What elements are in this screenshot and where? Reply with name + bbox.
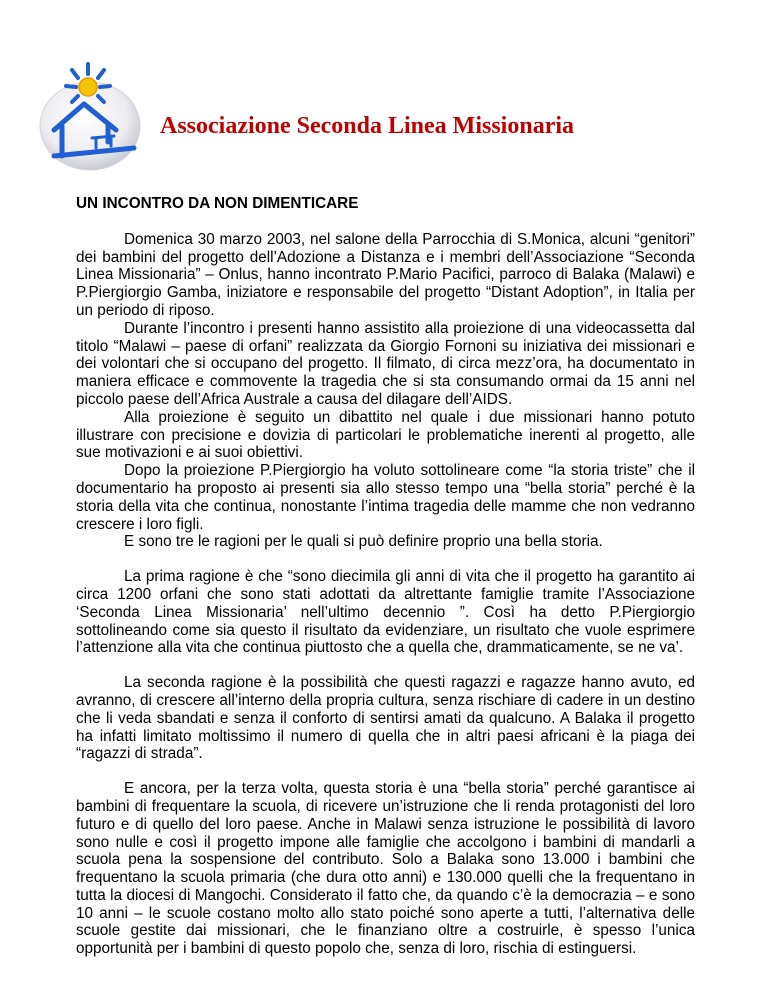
paragraph-4: Dopo la proiezione P.Piergiorgio ha voluto sottolineare come “la storia triste” che il documentario ha proposto ai presenti sia allo stesso tempo una “bella storia” perché è la storia della vita che continua, nonostante l’intima tragedia delle mamme che non vedranno crescere i loro figli. (76, 462, 695, 533)
paragraph-3: Alla proiezione è seguito un dibattito nel quale i due missionari hanno potuto illustrare con precisione e dovizia di particolari le problematiche inerenti al progetto, alle sue motivazioni e ai suoi obiettivi. (76, 408, 695, 462)
paragraph-8: E ancora, per la terza volta, questa storia è una “bella storia” perché garantisce ai bambini di frequentare la scuola, di ricevere un’istruzione che li renda protagonisti del loro futuro e di quello del loro paese. Anche in Malawi senza istruzione le possibilità di lavoro sono nulle e così il progetto impone alle famiglie che accolgono i bambini di mandarli a scuola pena la sospensione del contributo. Solo a Balaka sono 13.000 i bambini che frequentano la scuola primaria (che dura otto anni) e 130.000 quelli che la frequentano in tutta la diocesi di Mangochi. Considerato il fatto che, da quando c’è la democrazia – e sono 10 anni – le scuole costano molto allo stato poiché sono aperte a tutti, l’alternativa delle scuole gestite dai missionari, che le finanziano oltre a costruirle, è spesso l’unica opportunità per i bambini di questo popolo che, senza di loro, rischia di estinguersi. (76, 780, 695, 958)
paragraph-1: Domenica 30 marzo 2003, nel salone della Parrocchia di S.Monica, alcuni “genitori” dei bambini del progetto dell’Adozione a Distanza e i membri dell’Associazione “Seconda Linea Missionaria” – Onlus, hanno incontrato P.Mario Pacifici, parroco di Balaka (Malawi) e P.Piergiorgio Gamba, iniziatore e responsabile del progetto “Distant Adoption”, in Italia per un periodo di riposo. (76, 230, 695, 319)
article-title: UN INCONTRO DA NON DIMENTICARE (76, 195, 359, 212)
paragraph-6: La prima ragione è che “sono diecimila gli anni di vita che il progetto ha garantito ai circa 1200 orfani che sono stati adottati da altrettante famiglie tramite l’Associazione ‘Seconda Linea Missionaria’ nell’ultimo decennio ”. Così ha detto P.Piergiorgio sottolineando come sia questo il risultato da evidenziare, un risultato che vuole esprimere l’attenzione alla vita che continua piuttosto che a quella che, drammaticamente, se ne va’. (76, 568, 695, 657)
organization-name: Associazione Seconda Linea Missionaria (160, 113, 575, 139)
paragraph-2: Durante l’incontro i presenti hanno assistito alla proiezione di una videocassetta dal titolo “Malawi – paese di orfani” realizzata da Giorgio Fornoni su iniziativa dei missionari e dei volontari che si occupano del progetto. Il filmato, di circa mezz’ora, ha documentato in maniera efficace e commovente la tragedia che si sta consumando ormai da 15 anni nel piccolo paese dell’Africa Australe a causa del dilagare dell’AIDS. (76, 319, 695, 408)
paragraph-5: E sono tre le ragioni per le quali si può definire proprio una bella storia. (124, 533, 603, 551)
paragraph-7: La seconda ragione è la possibilità che questi ragazzi e ragazze hanno avuto, ed avranno, di crescere all’interno della propria cultura, senza rischiare di cadere in un destino che li veda sbandati e senza il conforto di sentirsi amati da qualcuno. A Balaka il progetto ha infatti limitato moltissimo il numero di quella che in altri paesi africani è la piaga dei “ragazzi di strada”. (76, 674, 695, 763)
sun (79, 78, 97, 96)
article (76, 195, 695, 958)
house-sun-logo-icon (32, 60, 144, 172)
logo-graphic (32, 60, 144, 172)
